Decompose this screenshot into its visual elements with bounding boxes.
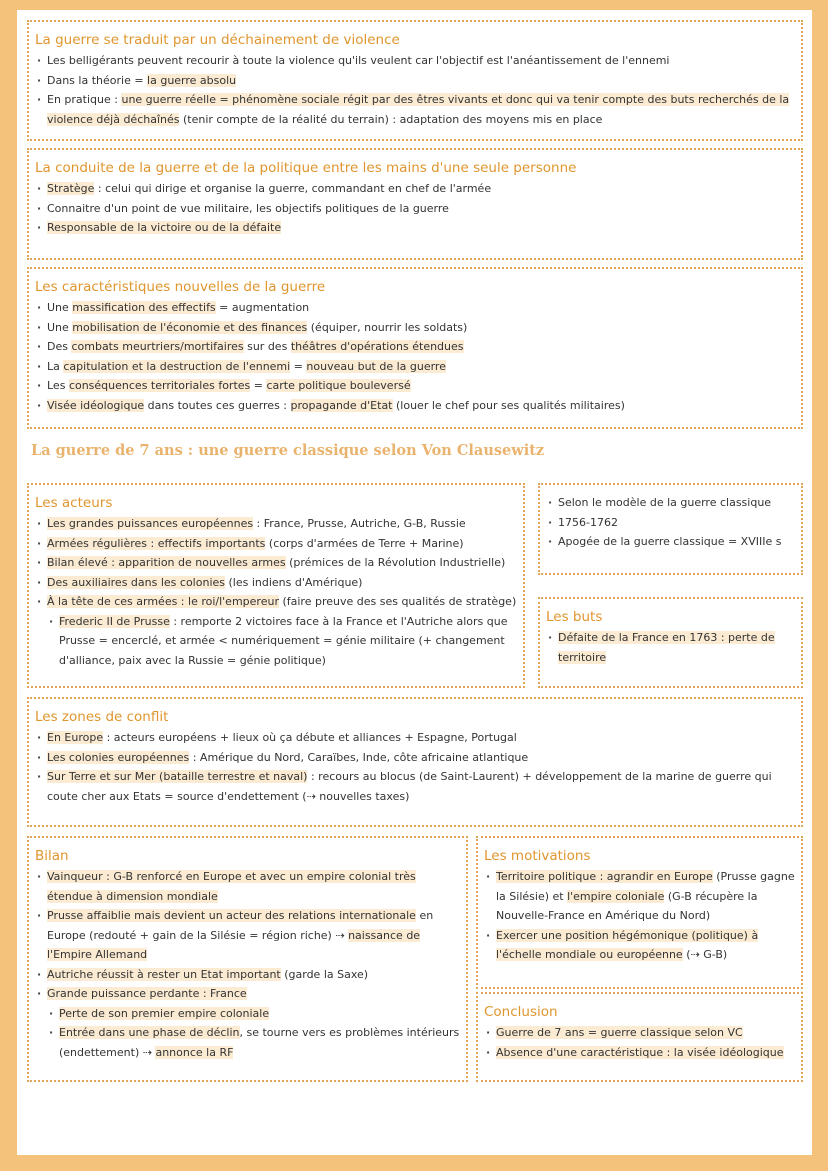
list-item: · Apogée de la guerre classique = XVIIIe s [546,532,795,552]
list-item: · Défaite de la France en 1763 : perte de territoire [546,628,795,667]
list-item: · Des combats meurtriers/mortifaires sur des théâtres d'opérations étendues [35,337,795,357]
list-item: · 1756-1762 [546,513,795,533]
list-item: · Autriche réussit à rester un Etat important (garde la Saxe) [35,965,460,985]
box-violence [27,20,803,141]
box-conclusion [476,992,803,1082]
list-item: · Territoire politique : agrandir en Europe (Prusse gagne la Silésie) et l'empire coloniale (G-B récupère la Nouvelle-France en Amérique du Nord) [484,867,795,926]
list-item: · Armées régulières : effectifs importants (corps d'armées de Terre + Marine) [35,534,517,554]
list-item: · Les grandes puissances européennes : France, Prusse, Autriche, G-B, Russie [35,514,517,534]
list-item: · Responsable de la victoire ou de la défaite [35,218,795,238]
list-item: · Une mobilisation de l'économie et des finances (équiper, nourrir les soldats) [35,318,795,338]
list-item: · La capitulation et la destruction de l'ennemi = nouveau but de la guerre [35,357,795,377]
list-item: · En Europe : acteurs européens + lieux où ça débute et alliances + Espagne, Portugal [35,728,795,748]
list-item: · Dans la théorie = la guerre absolu [35,71,795,91]
box-acteurs [27,483,525,688]
list-item: · Perte de son premier empire coloniale [35,1004,460,1024]
list-item: · Prusse affaiblie mais devient un acteur des relations internationale en Europe (redouté + gain de la Silésie = région riche) ⇢ naissance de l'Empire Allemand [35,906,460,965]
list-item: · Connaitre d'un point de vue militaire, les objectifs politiques de la guerre [35,199,795,219]
list-item: · Les conséquences territoriales fortes = carte politique bouleversé [35,376,795,396]
box-title: Les caractéristiques nouvelles de la guerre [35,279,326,295]
list-item: · Une massification des effectifs = augmentation [35,298,795,318]
box-title: Les zones de conflit [35,709,169,725]
box-modele [538,483,803,575]
list-item: · Les belligérants peuvent recourir à toute la violence qu'ils veulent car l'objectif est l'anéantissement de l'ennemi [35,51,795,71]
list-item: · Selon le modèle de la guerre classique [546,493,795,513]
list-item: · Stratège : celui qui dirige et organise la guerre, commandant en chef de l'armée [35,179,795,199]
list-item: · Exercer une position hégémonique (politique) à l'échelle mondiale ou européenne (⇢ G-B) [484,926,795,965]
list-item: · Vainqueur : G-B renforcé en Europe et avec un empire colonial très étendue à dimension mondiale [35,867,460,906]
list-item: · Absence d'une caractéristique : la visée idéologique [484,1043,795,1063]
page [17,10,812,1155]
box-zones [27,697,803,827]
box-title: Les motivations [484,848,591,864]
box-motivations [476,836,803,989]
box-title: Bilan [35,848,69,864]
box-title: La guerre se traduit par un déchainement de violence [35,32,400,48]
box-title: Les acteurs [35,495,113,511]
box-title: Les buts [546,609,603,625]
box-title: Conclusion [484,1004,558,1020]
list-item: · Guerre de 7 ans = guerre classique selon VC [484,1023,795,1043]
list-item: · Frederic II de Prusse : remporte 2 victoires face à la France et l'Autriche alors que Prusse = encerclé, et armée < numériquement = génie militaire (+ changement d'alliance, paix avec la Russie = génie politique) [35,612,517,671]
box-bilan [27,836,468,1082]
list-item: · Les colonies européennes : Amérique du Nord, Caraïbes, Inde, côte africaine atlantique [35,748,795,768]
box-buts [538,597,803,688]
box-title: La conduite de la guerre et de la politique entre les mains d'une seule personne [35,160,577,176]
section-title: La guerre de 7 ans : une guerre classique selon Von Clausewitz [31,442,545,459]
list-item: · À la tête de ces armées : le roi/l'empereur (faire preuve des ses qualités de stratège) [35,592,517,612]
box-caracteristiques [27,267,803,429]
list-item: · Bilan élevé : apparition de nouvelles armes (prémices de la Révolution Industrielle) [35,553,517,573]
list-item: · Sur Terre et sur Mer (bataille terrestre et naval) : recours au blocus (de Saint-Laurent) + développement de la marine de guerre qui coute cher aux Etats = source d'endettement (⇢ nouvelles taxes) [35,767,795,806]
box-conduite [27,148,803,260]
list-item: · Grande puissance perdante : France [35,984,460,1004]
list-item: · Visée idéologique dans toutes ces guerres : propagande d'Etat (louer le chef pour ses qualités militaires) [35,396,795,416]
list-item: · En pratique : une guerre réelle = phénomène sociale régit par des êtres vivants et donc qui va tenir compte des buts recherchés de la violence déjà déchaînés (tenir compte de la réalité du terrain) : adaptation des moyens mis en place [35,90,795,129]
list-item: · Entrée dans une phase de déclin, se tourne vers es problèmes intérieurs (endettement) ⇢ annonce la RF [35,1023,460,1062]
list-item: · Des auxiliaires dans les colonies (les indiens d'Amérique) [35,573,517,593]
